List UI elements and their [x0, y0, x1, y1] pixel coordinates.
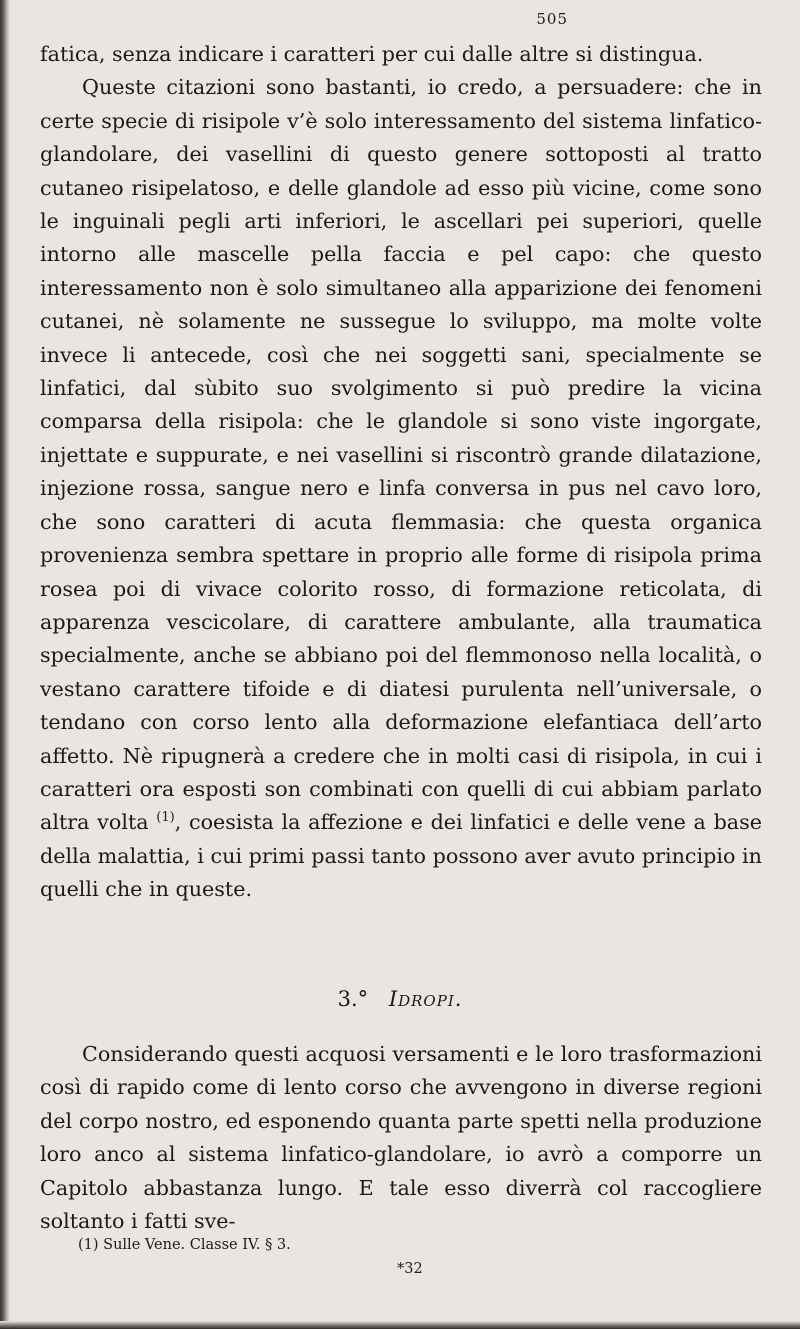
paragraph-citations-tail: , coesista la affezione e dei linfatici e delle vene a base della malattia, i cui primi passi tanto possono aver avuto principio in quelli che in queste. [40, 810, 763, 902]
section-title: Idropi. [388, 987, 463, 1011]
scan-bottom-edge [0, 1321, 800, 1329]
printer-signature-mark: *32 [397, 1261, 423, 1277]
paragraph-idropi: Considerando questi acquosi versamenti e le loro trasformazioni così di rapido come di lento corso che avvengono in diverse regioni del corpo nostro, ed esponendo quanta parte spetti nella produzione loro anco al sistema linfatico-glandolare, io avrò a comporre un Capitolo abbastanza lungo. E tale esso diverrà col raccogliere soltanto i fatti sve- [40, 1042, 762, 1234]
section-heading [0, 987, 800, 1011]
section-number: 3.° [337, 987, 369, 1011]
page-number: 505 [536, 10, 568, 28]
section-text-block [40, 1038, 762, 1238]
main-text-block [40, 38, 762, 907]
paragraph-citations [40, 71, 762, 906]
scan-binding-edge [0, 0, 10, 1329]
paragraph-citations-text: Queste citazioni sono bastanti, io credo, a persuadere: che in certe specie di risipole v’è solo interessamento del sistema linfatico-glandolare, dei vasellini di questo genere sottoposti al tratto cutaneo risipelatoso, e delle glandole ad esso più vicine, come sono le inguinali pegli arti inferiori, le ascellari pei superiori, quelle intorno alle mascelle pella faccia e pel capo: che questo interessamento non è solo simultaneo alla apparizione dei fenomeni cutanei, nè solamente ne sussegue lo sviluppo, ma molte volte invece li antecede, così che nei soggetti sani, specialmente se linfatici, dal sùbito suo svolgimento si può predire la vicina comparsa della risipola: che le glandole si sono viste ingorgate, injettate e suppurate, e nei vasellini si riscontrò grande dilatazione, injezione rossa, sangue nero e linfa conversa in pus nel cavo loro, che sono caratteri di acuta flemmasia: che questa organica provenienza sembra spettare in proprio alle forme di risipola prima rosea poi di vivace colorito rosso, di formazione reticolata, di apparenza vescicolare, di carattere ambulante, alla traumatica specialmente, anche se abbiano poi del flemmonoso nella località, o vestano carattere tifoide e di diatesi purulenta nell’universale, o tendano con corso lento alla deformazione elefantiaca dell’arto affetto. Nè ripugnerà a credere che in molti casi di risipola, in cui i caratteri ora esposti son combinati con quelli di cui abbiam parlato altra volta [40, 75, 762, 835]
footnote-reference: (1) [156, 810, 175, 826]
footnote: (1) Sulle Vene. Classe IV. § 3. [78, 1237, 291, 1253]
paragraph-continuation: fatica, senza indicare i caratteri per cui dalle altre si distingua. [40, 42, 704, 66]
